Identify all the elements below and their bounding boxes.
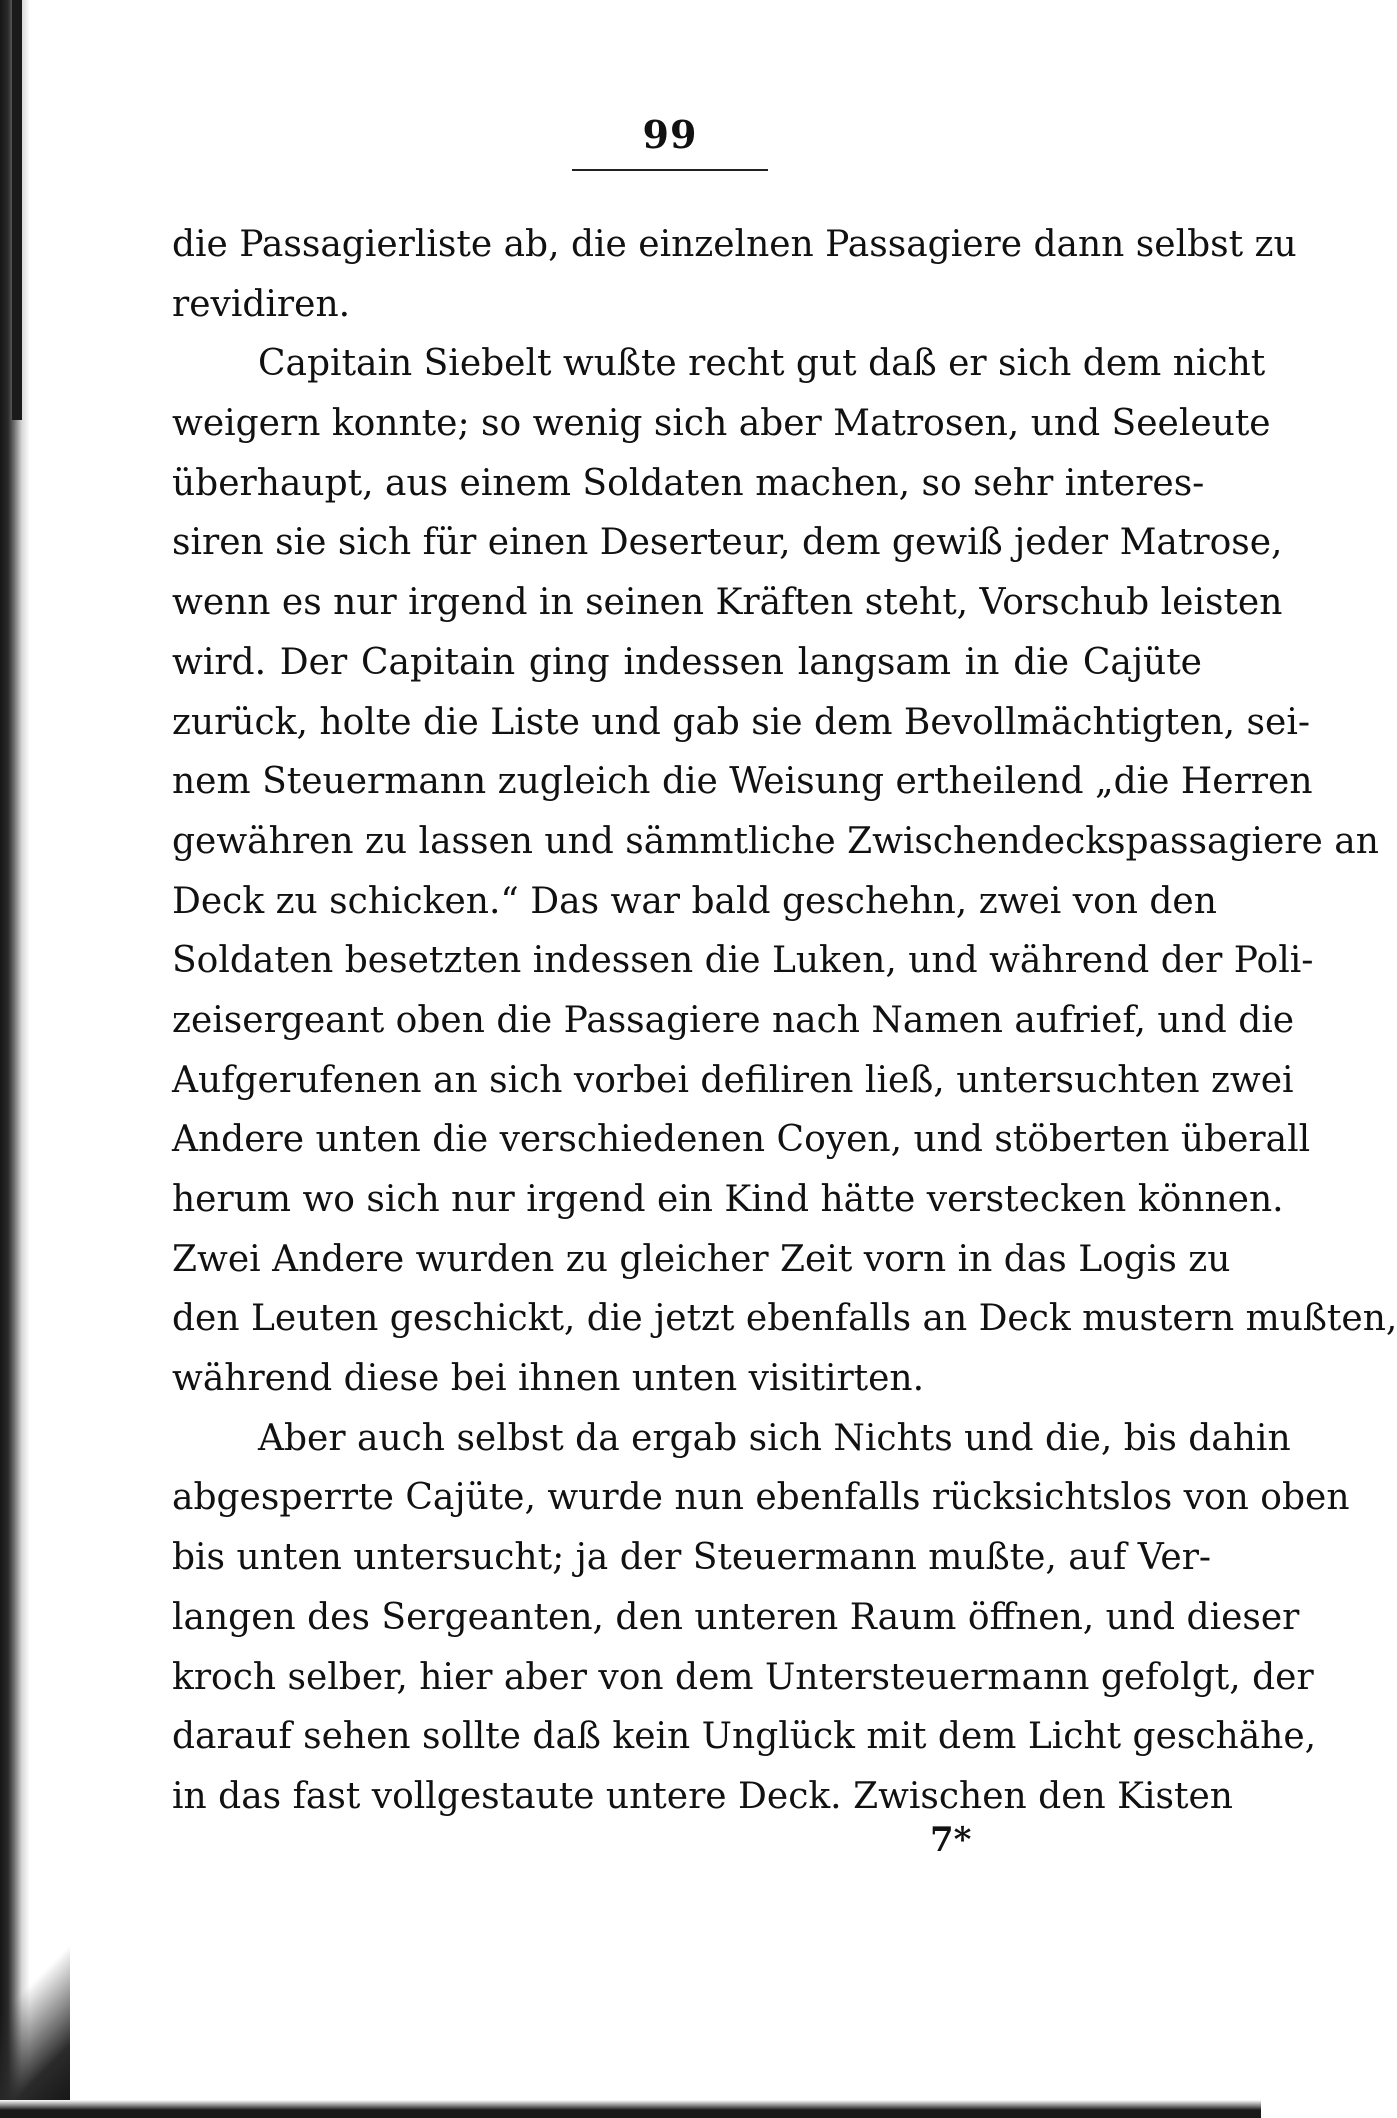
text-line: Capitain Siebelt wußte recht gut daß er sich dem nicht bbox=[258, 343, 1266, 385]
scan-edge-bottom bbox=[0, 2100, 1261, 2118]
text-line: zurück, holte die Liste und gab sie dem Bevollmächtigten, sei- bbox=[172, 701, 1311, 743]
text-line: darauf sehen sollte daß kein Unglück mit dem Licht geschähe, bbox=[172, 1716, 1317, 1758]
text-line: gewähren zu lassen und sämmtliche Zwischendeckspassagiere an bbox=[172, 820, 1379, 862]
text-line: wenn es nur irgend in seinen Kräften steht, Vorschub leisten bbox=[172, 582, 1283, 624]
text-line: Aufgerufenen an sich vorbei defiliren ließ, untersuchten zwei bbox=[172, 1059, 1294, 1101]
text-line: Deck zu schicken.“ Das war bald geschehn, zwei von den bbox=[172, 880, 1217, 922]
page-number-rule bbox=[572, 169, 768, 171]
text-line: weigern konnte; so wenig sich aber Matrosen, und Seeleute bbox=[172, 403, 1271, 445]
text-line: siren sie sich für einen Deserteur, dem gewiß jeder Matrose, bbox=[172, 522, 1283, 564]
text-line: während diese bei ihnen unten visitirten. bbox=[172, 1358, 925, 1400]
text-line: zeisergeant oben die Passagiere nach Namen aufrief, und die bbox=[172, 999, 1295, 1041]
text-line: Soldaten besetzten indessen die Luken, und während der Poli- bbox=[172, 940, 1314, 982]
body-text bbox=[172, 215, 1397, 1827]
text-line: bis unten untersucht; ja der Steuermann mußte, auf Ver- bbox=[172, 1537, 1212, 1579]
page-number: 99 bbox=[642, 112, 698, 157]
signature-mark: 7* bbox=[930, 1820, 972, 1860]
scan-edge-binding bbox=[12, 0, 22, 420]
text-line: herum wo sich nur irgend ein Kind hätte verstecken können. bbox=[172, 1179, 1284, 1220]
text-line: langen des Sergeanten, den unteren Raum öffnen, und dieser bbox=[172, 1596, 1300, 1638]
text-line: kroch selber, hier aber von dem Untersteuermann gefolgt, der bbox=[172, 1656, 1314, 1698]
text-line: revidiren. bbox=[172, 283, 351, 325]
text-line: in das fast vollgestaute untere Deck. Zwischen den Kisten bbox=[172, 1775, 1233, 1817]
text-line: die Passagierliste ab, die einzelnen Passagiere dann selbst zu bbox=[172, 224, 1297, 265]
text-line: nem Steuermann zugleich die Weisung ertheilend „die Herren bbox=[172, 761, 1313, 803]
text-line: den Leuten geschickt, die jetzt ebenfalls an Deck mustern mußten, bbox=[172, 1298, 1397, 1340]
text-line: Zwei Andere wurden zu gleicher Zeit vorn in das Logis zu bbox=[172, 1238, 1231, 1280]
text-line: abgesperrte Cajüte, wurde nun ebenfalls rücksichtslos von oben bbox=[172, 1477, 1350, 1519]
text-line: Andere unten die verschiedenen Coyen, und stöberten überall bbox=[172, 1119, 1311, 1161]
text-line: Aber auch selbst da ergab sich Nichts und die, bis dahin bbox=[258, 1417, 1291, 1459]
scan-edge-corner bbox=[0, 1900, 70, 2118]
text-line: überhaupt, aus einem Soldaten machen, so sehr interes- bbox=[172, 462, 1205, 504]
text-line: wird. Der Capitain ging indessen langsam in die Cajüte bbox=[172, 641, 1202, 683]
